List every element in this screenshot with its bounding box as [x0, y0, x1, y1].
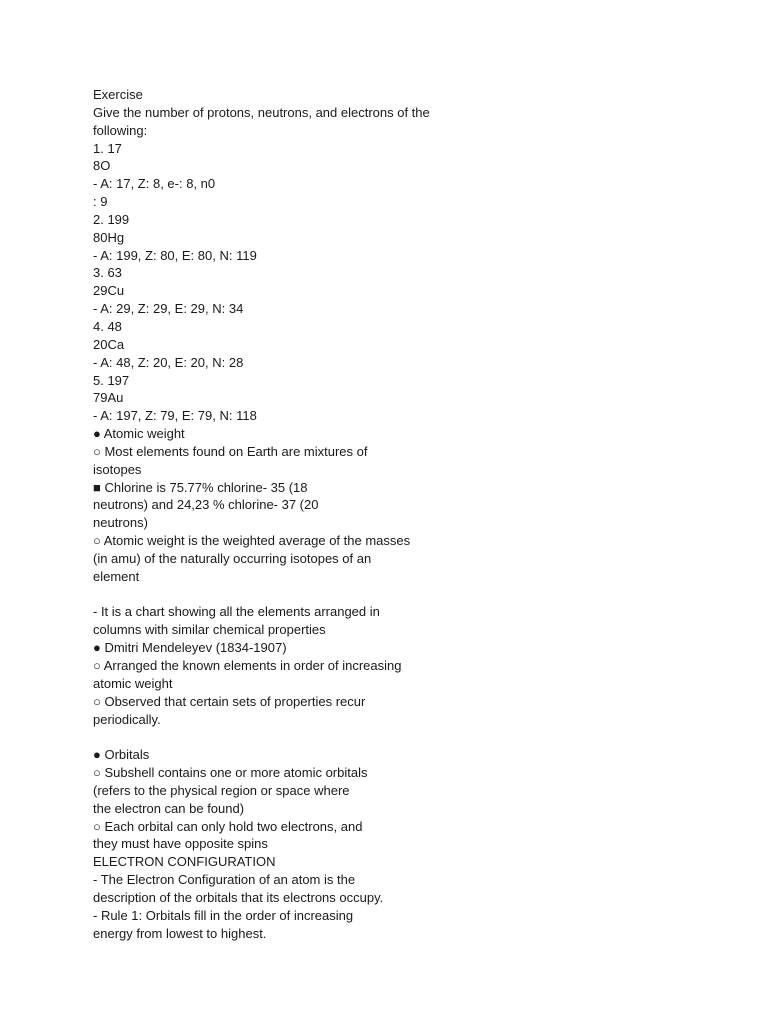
periodic-table-definition: - It is a chart showing all the elements arranged in [93, 604, 380, 620]
orbitals-point-1-cont: (refers to the physical region or space where [93, 782, 350, 798]
atomic-weight-point-2-cont: (in amu) of the naturally occurring isotopes of an [93, 550, 372, 566]
item-5-answer: - A: 197, Z: 79, E: 79, N: 118 [93, 408, 257, 424]
item-2-answer: - A: 199, Z: 80, E: 80, N: 119 [93, 247, 257, 263]
orbitals-point-1: ○ Subshell contains one or more atomic orbitals [93, 765, 368, 781]
electron-configuration-heading: ELECTRON CONFIGURATION [93, 854, 276, 870]
item-1-answer: - A: 17, Z: 8, e-: 8, n0 [93, 176, 216, 192]
rule-1: - Rule 1: Orbitals fill in the order of increasing [93, 907, 354, 923]
mendeleyev-point-2-cont: periodically. [93, 711, 161, 727]
orbitals-point-1-end: the electron can be found) [93, 800, 245, 816]
item-1-symbol: 8O [93, 158, 111, 174]
blank-line [93, 586, 693, 604]
blank-line [93, 728, 693, 746]
item-5-mass: 5. 197 [93, 372, 130, 388]
atomic-weight-point-1-cont: isotopes [93, 461, 142, 477]
chlorine-example-cont: neutrons) and 24,23 % chlorine- 37 (20 [93, 497, 319, 513]
chlorine-example-end: neutrons) [93, 515, 148, 531]
mendeleyev-point-1: ○ Arranged the known elements in order of increasing [93, 658, 402, 673]
item-3-mass: 3. 63 [93, 265, 122, 281]
atomic-weight-point-2-end: element [93, 568, 140, 584]
item-1-mass: 1. 17 [93, 140, 122, 156]
exercise-heading: Exercise [93, 87, 143, 102]
item-5-symbol: 79Au [93, 390, 124, 406]
item-4-mass: 4. 48 [93, 318, 122, 334]
atomic-weight-point-2: ○ Atomic weight is the weighted average of the masses [93, 533, 411, 549]
mendeleyev-heading: ● Dmitri Mendeleyev (1834-1907) [93, 640, 287, 656]
orbitals-heading: ● Orbitals [93, 747, 150, 763]
exercise-instruction-cont: following: [93, 122, 148, 138]
periodic-table-definition-cont: columns with similar chemical properties [93, 622, 326, 638]
atomic-weight-heading: ● Atomic weight [93, 426, 185, 442]
exercise-instruction: Give the number of protons, neutrons, and electrons of the [93, 104, 430, 120]
item-2-mass: 2. 199 [93, 211, 130, 227]
item-3-answer: - A: 29, Z: 29, E: 29, N: 34 [93, 301, 244, 317]
item-3-symbol: 29Cu [93, 283, 125, 299]
electron-configuration-definition-cont: description of the orbitals that its electrons occupy. [93, 889, 384, 905]
item-4-answer: - A: 48, Z: 20, E: 20, N: 28 [93, 354, 244, 370]
mendeleyev-point-2: ○ Observed that certain sets of properties recur [93, 693, 366, 709]
item-4-symbol: 20Ca [93, 336, 125, 352]
orbitals-point-2: ○ Each orbital can only hold two electrons, and [93, 818, 363, 834]
item-2-symbol: 80Hg [93, 229, 125, 245]
item-1-answer-cont: : 9 [93, 194, 108, 210]
rule-1-cont: energy from lowest to highest. [93, 925, 267, 941]
orbitals-point-2-cont: they must have opposite spins [93, 836, 268, 852]
electron-configuration-definition: - The Electron Configuration of an atom is the [93, 872, 356, 888]
mendeleyev-point-1-cont: atomic weight [93, 675, 173, 691]
atomic-weight-point-1: ○ Most elements found on Earth are mixtures of [93, 443, 368, 459]
document-body [93, 86, 693, 943]
chlorine-example: ■ Chlorine is 75.77% chlorine- 35 (18 [93, 479, 308, 495]
